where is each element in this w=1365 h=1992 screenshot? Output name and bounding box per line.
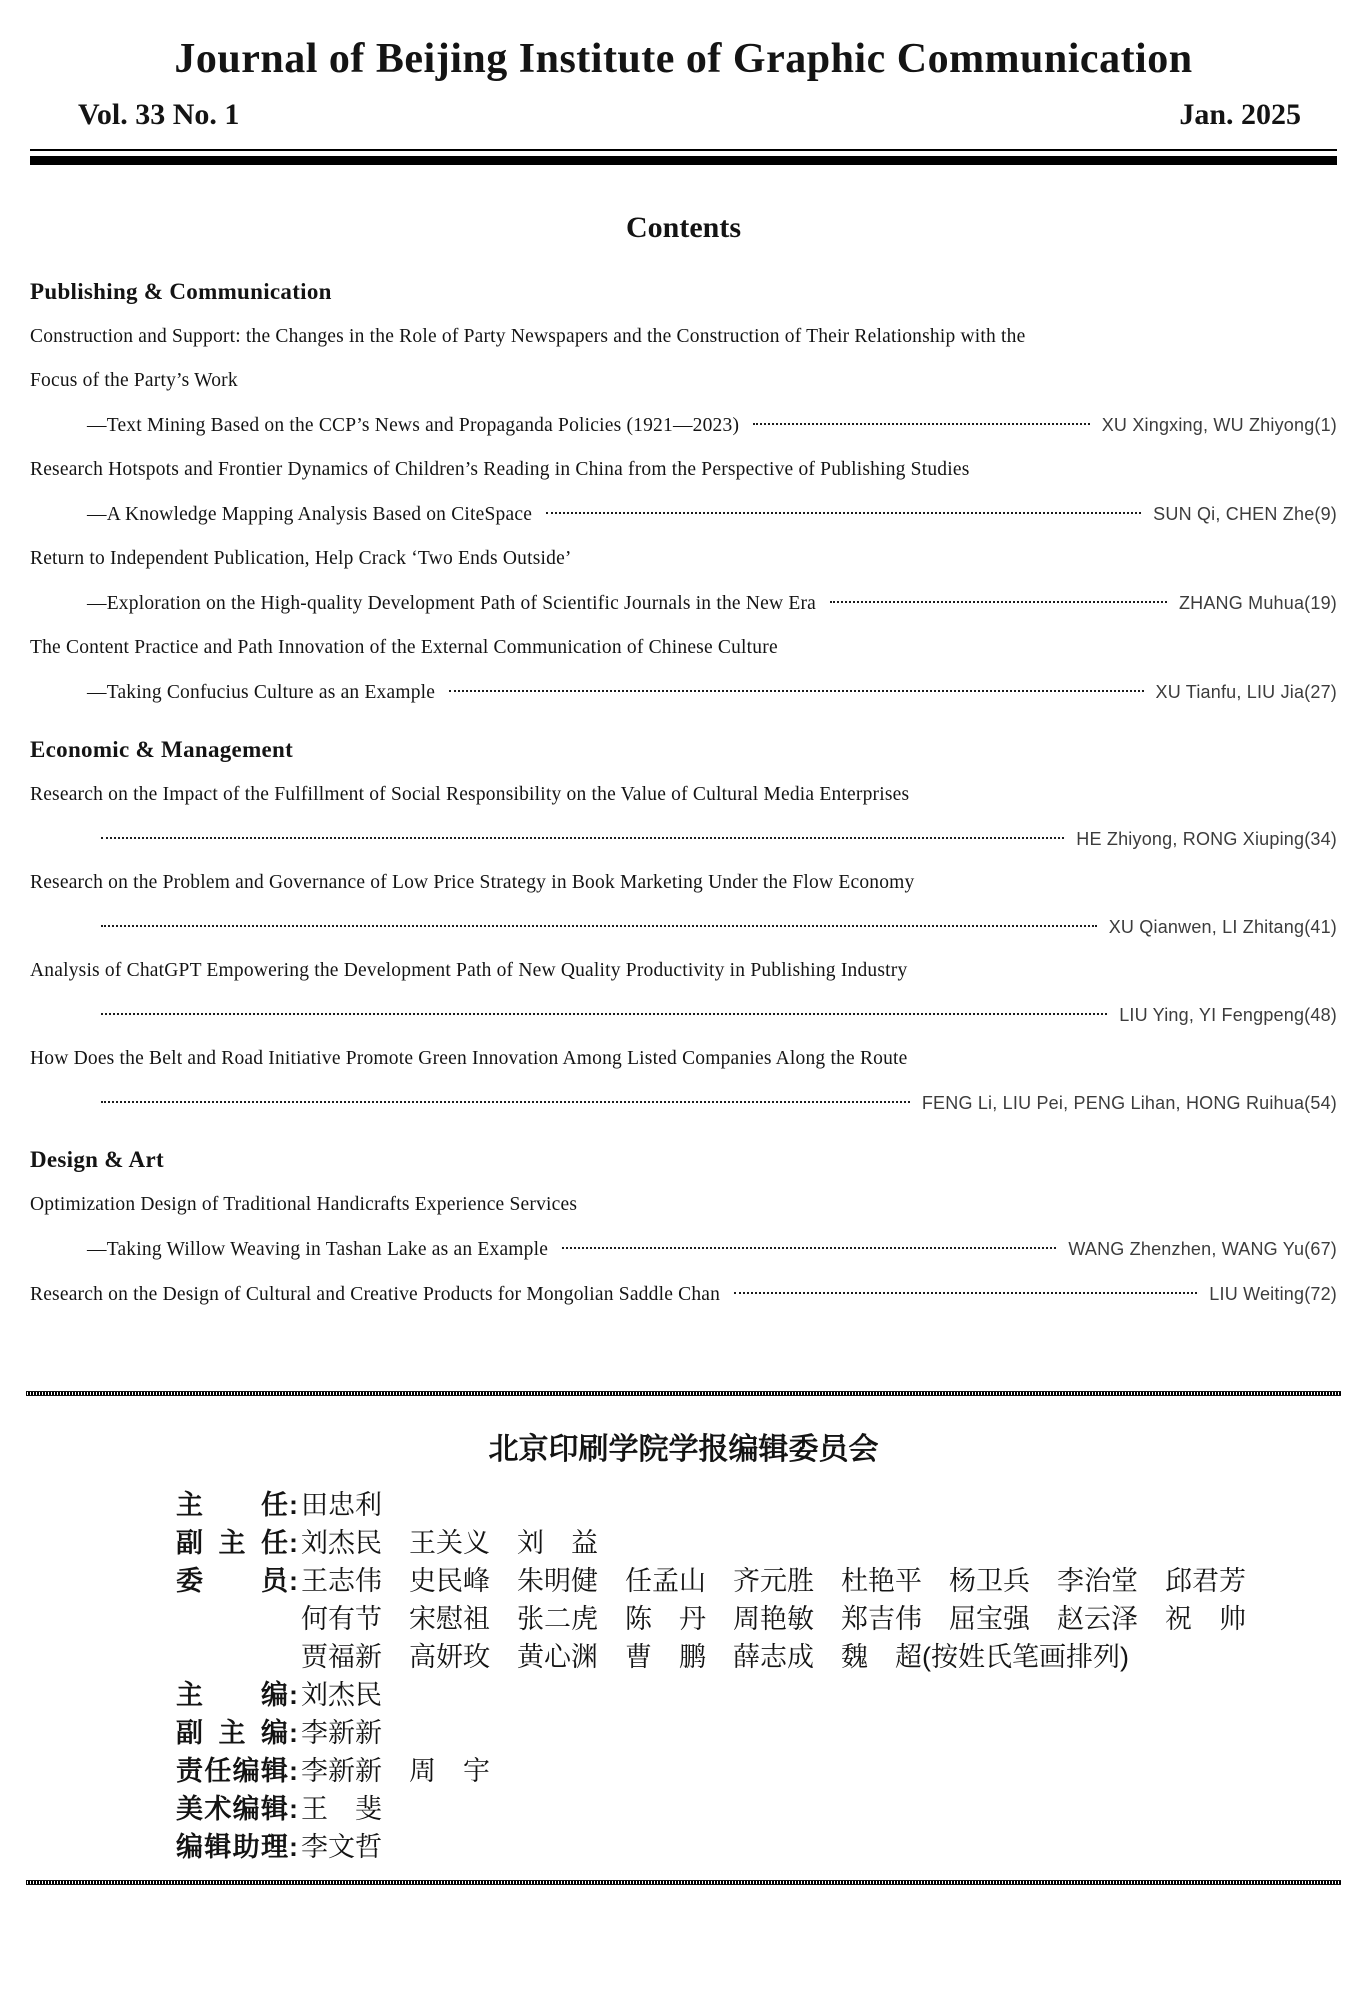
volume-issue: Vol. 33 No. 1 <box>78 98 240 132</box>
toc-entry-text: How Does the Belt and Road Initiative Promote Green Innovation Among Listed Companies Along the Route <box>30 1048 908 1070</box>
section-heading-2: Design & Art <box>30 1147 164 1173</box>
toc-entry-text: —Exploration on the High-quality Development Path of Scientific Journals in the New Era <box>87 593 816 615</box>
toc-entry-text: —Taking Willow Weaving in Tashan Lake as an Example <box>87 1239 549 1261</box>
editorial-committee-list <box>176 1486 1337 1866</box>
toc-entry-authors: LIU Weiting(72) <box>1209 1284 1337 1305</box>
toc-entry-line <box>30 670 1337 715</box>
toc-entry-line <box>30 949 1337 993</box>
committee-row <box>176 1524 1337 1562</box>
toc-entry-line <box>30 773 1337 817</box>
toc-entry-line <box>30 403 1337 448</box>
committee-row-value: 李新新 <box>301 1718 382 1749</box>
committee-row-label: 副主任 <box>176 1528 288 1559</box>
committee-row-value: 刘杰民 <box>301 1680 382 1711</box>
toc-entry-authors: SUN Qi, CHEN Zhe(9) <box>1153 504 1337 525</box>
committee-row-value: 李文哲 <box>301 1832 382 1863</box>
committee-row-value: 贾福新 高妍玫 黄心渊 曹 鹏 薛志成 魏 超(按姓氏笔画排列) <box>301 1642 1129 1673</box>
toc-entry-line <box>30 537 1337 581</box>
committee-row-values <box>301 1828 382 1866</box>
table-of-contents <box>30 269 1337 1317</box>
toc-entry-authors: FENG Li, LIU Pei, PENG Lihan, HONG Ruihua(54) <box>921 1093 1337 1114</box>
toc-entry-line <box>30 1081 1337 1125</box>
editorial-committee-title: 北京印刷学院学报编辑委员会 <box>488 1433 879 1467</box>
toc-entry-text: Research on the Problem and Governance of Low Price Strategy in Book Marketing Under the Flow Economy <box>30 872 915 894</box>
committee-row-colon: : <box>289 1566 298 1597</box>
dot-leader <box>753 423 1090 425</box>
dot-leader <box>101 1101 910 1103</box>
toc-entry-text: —Taking Confucius Culture as an Example <box>87 682 436 704</box>
toc-entry-text: —A Knowledge Mapping Analysis Based on CiteSpace <box>87 504 533 526</box>
toc-entry-text: Analysis of ChatGPT Empowering the Development Path of New Quality Productivity in Publishing Industry <box>30 960 908 982</box>
committee-row-colon: : <box>289 1490 298 1521</box>
dot-leader <box>734 1292 1197 1294</box>
toc-entry-authors: XU Xingxing, WU Zhiyong(1) <box>1101 415 1337 436</box>
committee-row-label: 美术编辑 <box>176 1794 288 1825</box>
toc-entry-authors: XU Qianwen, LI Zhitang(41) <box>1108 917 1337 938</box>
dot-leader <box>101 925 1097 927</box>
committee-row-value: 王 斐 <box>301 1794 382 1825</box>
committee-row-colon: : <box>289 1832 298 1863</box>
committee-row-label: 副主编 <box>176 1718 288 1749</box>
dot-leader <box>562 1247 1056 1249</box>
committee-row-values <box>301 1752 490 1790</box>
toc-entry-text: Research Hotspots and Frontier Dynamics of Children’s Reading in China from the Perspective of Publishing Studies <box>30 459 970 481</box>
toc-entry-line <box>30 1272 1337 1317</box>
toc-entry-line <box>30 1183 1337 1227</box>
dot-leader <box>830 601 1167 603</box>
committee-row-colon: : <box>289 1794 298 1825</box>
toc-entry-line <box>30 448 1337 492</box>
toc-entry-text: Research on the Design of Cultural and Creative Products for Mongolian Saddle Chan <box>30 1284 721 1306</box>
committee-row <box>176 1676 1337 1714</box>
committee-row-values <box>301 1486 382 1524</box>
toc-entry-text: Focus of the Party’s Work <box>30 370 238 392</box>
toc-entry-line <box>30 315 1337 359</box>
toc-entry-line <box>30 626 1337 670</box>
toc-entry-text: Optimization Design of Traditional Handicrafts Experience Services <box>30 1194 578 1216</box>
toc-entry-line <box>30 993 1337 1037</box>
toc-entry-line <box>30 817 1337 861</box>
committee-row-label: 委员 <box>176 1566 288 1597</box>
committee-row-value: 何有节 宋慰祖 张二虎 陈 丹 周艳敏 郑吉伟 屈宝强 赵云泽 祝 帅 <box>301 1604 1246 1635</box>
committee-row-value: 田忠利 <box>301 1490 382 1521</box>
committee-row-label: 主编 <box>176 1680 288 1711</box>
dot-leader <box>101 1013 1107 1015</box>
committee-row <box>176 1562 1337 1676</box>
committee-row-colon: : <box>289 1718 298 1749</box>
committee-row-values <box>301 1562 1246 1676</box>
journal-title: Journal of Beijing Institute of Graphic Communication <box>174 36 1193 82</box>
toc-entry-line <box>30 861 1337 905</box>
committee-row <box>176 1790 1337 1828</box>
committee-top-rule <box>26 1391 1341 1396</box>
toc-entry-authors: ZHANG Muhua(19) <box>1178 593 1337 614</box>
committee-row-colon: : <box>289 1528 298 1559</box>
committee-row-value: 李新新 周 宇 <box>301 1756 490 1787</box>
committee-row-label: 主任 <box>176 1490 288 1521</box>
volume-issue-row <box>78 98 1301 132</box>
committee-row-label: 编辑助理 <box>176 1832 288 1863</box>
committee-row <box>176 1752 1337 1790</box>
toc-entry-text: Return to Independent Publication, Help Crack ‘Two Ends Outside’ <box>30 548 572 570</box>
toc-entry-line <box>30 1227 1337 1272</box>
toc-entry-text: Research on the Impact of the Fulfillment of Social Responsibility on the Value of Cultural Media Enterprises <box>30 784 910 806</box>
contents-title: Contents <box>625 211 741 245</box>
header-rule-thick <box>30 156 1337 165</box>
toc-entry-text: Construction and Support: the Changes in the Role of Party Newspapers and the Construction of Their Relationship with the <box>30 326 1026 348</box>
committee-row-values <box>301 1714 382 1752</box>
dot-leader <box>449 690 1143 692</box>
committee-row-value: 刘杰民 王关义 刘 益 <box>301 1528 598 1559</box>
committee-row <box>176 1486 1337 1524</box>
committee-row-colon: : <box>289 1680 298 1711</box>
committee-row-values <box>301 1790 382 1828</box>
toc-entry-authors: WANG Zhenzhen, WANG Yu(67) <box>1068 1239 1337 1260</box>
toc-entry-authors: HE Zhiyong, RONG Xiuping(34) <box>1076 829 1337 850</box>
page-bottom-rule <box>26 1880 1341 1885</box>
committee-row <box>176 1714 1337 1752</box>
header-rule-thin <box>30 149 1337 151</box>
toc-entry-line <box>30 1037 1337 1081</box>
toc-entry-authors: LIU Ying, YI Fengpeng(48) <box>1119 1005 1337 1026</box>
toc-entry-authors: XU Tianfu, LIU Jia(27) <box>1155 682 1337 703</box>
committee-row <box>176 1828 1337 1866</box>
toc-entry-text: The Content Practice and Path Innovation of the External Communication of Chinese Culture <box>30 637 778 659</box>
toc-entry-text: —Text Mining Based on the CCP’s News and Propaganda Policies (1921—2023) <box>87 415 740 437</box>
toc-entry-line <box>30 492 1337 537</box>
dot-leader <box>546 512 1141 514</box>
toc-entry-line <box>30 581 1337 626</box>
toc-entry-line <box>30 905 1337 949</box>
section-heading-1: Economic & Management <box>30 737 294 763</box>
committee-row-values <box>301 1524 598 1562</box>
committee-row-value: 王志伟 史民峰 朱明健 任孟山 齐元胜 杜艳平 杨卫兵 李治堂 邱君芳 <box>301 1566 1246 1597</box>
toc-entry-line <box>30 359 1337 403</box>
issue-date: Jan. 2025 <box>1179 98 1301 132</box>
dot-leader <box>101 837 1064 839</box>
committee-row-values <box>301 1676 382 1714</box>
section-heading-0: Publishing & Communication <box>30 279 332 305</box>
committee-row-label: 责任编辑 <box>176 1756 288 1787</box>
committee-row-colon: : <box>289 1756 298 1787</box>
